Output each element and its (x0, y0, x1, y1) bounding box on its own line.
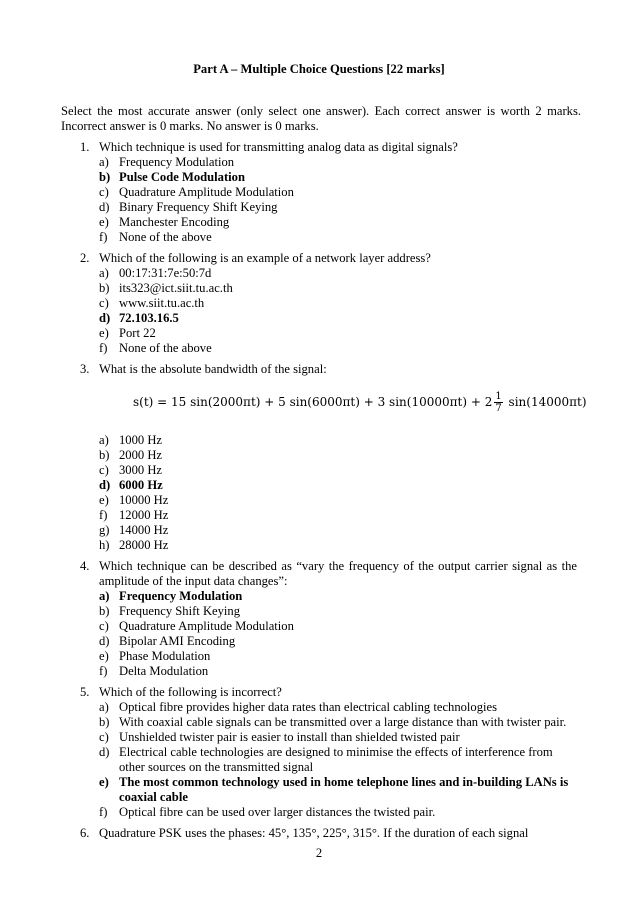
answer-option (0, 266, 577, 281)
option-text: 10000 Hz (119, 493, 169, 507)
answer-option (0, 296, 577, 311)
option-label: e) (99, 649, 109, 663)
option-label: c) (99, 463, 109, 477)
option-text: 1000 Hz (119, 433, 163, 447)
answer-option (0, 649, 577, 664)
question-2 (0, 251, 638, 356)
answer-option (0, 604, 577, 619)
question-4 (0, 559, 638, 679)
question-stem (0, 826, 577, 841)
formula-lhs: s(t) = (133, 395, 172, 409)
option-text: Frequency Modulation (119, 589, 243, 603)
option-text: 2000 Hz (119, 448, 163, 462)
option-label: b) (99, 448, 110, 462)
question-number: 6. (80, 826, 90, 840)
option-label: a) (99, 266, 109, 280)
question-text: Which technique can be described as “vary the frequency of the output carrier signal as the amplitude of the input data changes”: (99, 559, 577, 588)
option-label: d) (99, 634, 110, 648)
answer-option (0, 448, 577, 463)
answer-option-correct (0, 170, 577, 185)
option-label: c) (99, 296, 109, 310)
question-number: 1. (80, 140, 90, 154)
option-label: e) (99, 493, 109, 507)
option-text: Manchester Encoding (119, 215, 230, 229)
option-text: Quadrature Amplitude Modulation (119, 619, 294, 633)
option-text: 28000 Hz (119, 538, 169, 552)
option-text: Frequency Modulation (119, 155, 235, 169)
option-text: Optical fibre can be used over larger distances the twisted pair. (119, 805, 436, 819)
option-label: a) (99, 700, 109, 714)
option-text: The most common technology used in home telephone lines and in-building LANs is coaxial cable (119, 775, 569, 804)
option-label: b) (99, 604, 110, 618)
question-1 (0, 140, 638, 245)
option-label: e) (99, 775, 109, 789)
answer-option (0, 538, 577, 553)
option-text: None of the above (119, 341, 212, 355)
formula-fraction (494, 391, 502, 414)
question-text: Quadrature PSK uses the phases: 45°, 135°, 225°, 315°. If the duration of each signal (99, 826, 529, 840)
option-label: a) (99, 433, 109, 447)
option-label: d) (99, 311, 111, 325)
option-text: Quadrature Amplitude Modulation (119, 185, 294, 199)
option-text: 72.103.16.5 (119, 311, 179, 325)
question-number: 4. (80, 559, 90, 573)
answer-option (0, 230, 577, 245)
option-label: b) (99, 281, 110, 295)
option-text: Binary Frequency Shift Keying (119, 200, 278, 214)
option-label: a) (99, 155, 109, 169)
instructions: Select the most accurate answer (only select one answer). Each correct answer is worth 2 marks. Incorrect answer is 0 marks. No answer is 0 marks. (61, 104, 581, 133)
option-text: 12000 Hz (119, 508, 169, 522)
answer-option (0, 805, 577, 820)
fraction-denominator: 7 (495, 403, 502, 414)
option-text: Unshielded twister pair is easier to install than shielded twisted pair (119, 730, 460, 744)
question-text: Which of the following is incorrect? (99, 685, 282, 699)
answer-option (0, 730, 577, 745)
option-label: c) (99, 619, 109, 633)
answer-option-correct (0, 589, 577, 604)
option-label: f) (99, 664, 108, 678)
option-text: Optical fibre provides higher data rates than electrical cabling technologies (119, 700, 498, 714)
question-stem (0, 140, 577, 155)
option-text: www.siit.tu.ac.th (119, 296, 205, 310)
option-text: 00:17:31:7e:50:7d (119, 266, 212, 280)
answer-option (0, 634, 577, 649)
option-label: e) (99, 215, 109, 229)
option-label: e) (99, 326, 109, 340)
option-label: f) (99, 341, 108, 355)
option-label: a) (99, 589, 110, 603)
option-label: c) (99, 185, 109, 199)
question-text: Which of the following is an example of a network layer address? (99, 251, 431, 265)
option-label: d) (99, 200, 110, 214)
option-text: None of the above (119, 230, 212, 244)
question-5 (0, 685, 638, 820)
answer-option (0, 215, 577, 230)
answer-option (0, 463, 577, 478)
answer-option (0, 523, 577, 538)
option-text: Frequency Shift Keying (119, 604, 241, 618)
answer-option (0, 700, 577, 715)
answer-option (0, 341, 577, 356)
answer-option (0, 155, 577, 170)
option-text: Phase Modulation (119, 649, 211, 663)
option-label: f) (99, 805, 108, 819)
option-text: 6000 Hz (119, 478, 163, 492)
option-text: Port 22 (119, 326, 156, 340)
question-3 (0, 362, 638, 553)
option-text: Delta Modulation (119, 664, 209, 678)
formula-main: 15 sin(2000πt) + 5 sin(6000πt) + 3 sin(10000πt) + 2 (171, 395, 493, 409)
answer-option-correct (0, 775, 577, 805)
question-list (0, 140, 638, 847)
page-number: 2 (315, 846, 323, 860)
option-text: Electrical cable technologies are designed to minimise the effects of interference from other sources on the transmitted signal (119, 745, 553, 774)
option-text: Pulse Code Modulation (119, 170, 245, 184)
option-label: g) (99, 523, 110, 537)
answer-option (0, 433, 577, 448)
question-text: Which technique is used for transmitting analog data as digital signals? (99, 140, 458, 154)
answer-option-correct (0, 478, 577, 493)
answer-option (0, 715, 577, 730)
question-number: 5. (80, 685, 90, 699)
option-label: h) (99, 538, 110, 552)
option-label: b) (99, 170, 111, 184)
answer-option (0, 493, 577, 508)
option-text: With coaxial cable signals can be transmitted over a large distance than with twister pair. (119, 715, 567, 729)
formula-tail: sin(14000πt) (504, 395, 587, 409)
option-text: 3000 Hz (119, 463, 163, 477)
option-label: c) (99, 730, 109, 744)
option-label: f) (99, 508, 108, 522)
option-label: f) (99, 230, 108, 244)
page-title: Part A – Multiple Choice Questions [22 marks] (193, 62, 445, 76)
option-text: 14000 Hz (119, 523, 169, 537)
answer-option (0, 745, 577, 775)
option-label: b) (99, 715, 110, 729)
signal-formula (0, 377, 638, 433)
option-label: d) (99, 745, 110, 759)
question-text: What is the absolute bandwidth of the signal: (99, 362, 327, 376)
question-stem (0, 362, 577, 377)
answer-option (0, 185, 577, 200)
question-6 (0, 826, 638, 841)
answer-option (0, 200, 577, 215)
option-label: d) (99, 478, 111, 492)
question-stem (0, 559, 577, 589)
answer-option (0, 508, 577, 523)
option-text: its323@ict.siit.tu.ac.th (119, 281, 233, 295)
answer-option (0, 619, 577, 634)
answer-option (0, 326, 577, 341)
question-number: 2. (80, 251, 90, 265)
fraction-numerator: 1 (495, 391, 502, 402)
question-number: 3. (80, 362, 90, 376)
option-text: Bipolar AMI Encoding (119, 634, 236, 648)
question-stem (0, 685, 577, 700)
answer-option (0, 664, 577, 679)
question-stem (0, 251, 577, 266)
answer-option-correct (0, 311, 577, 326)
answer-option (0, 281, 577, 296)
